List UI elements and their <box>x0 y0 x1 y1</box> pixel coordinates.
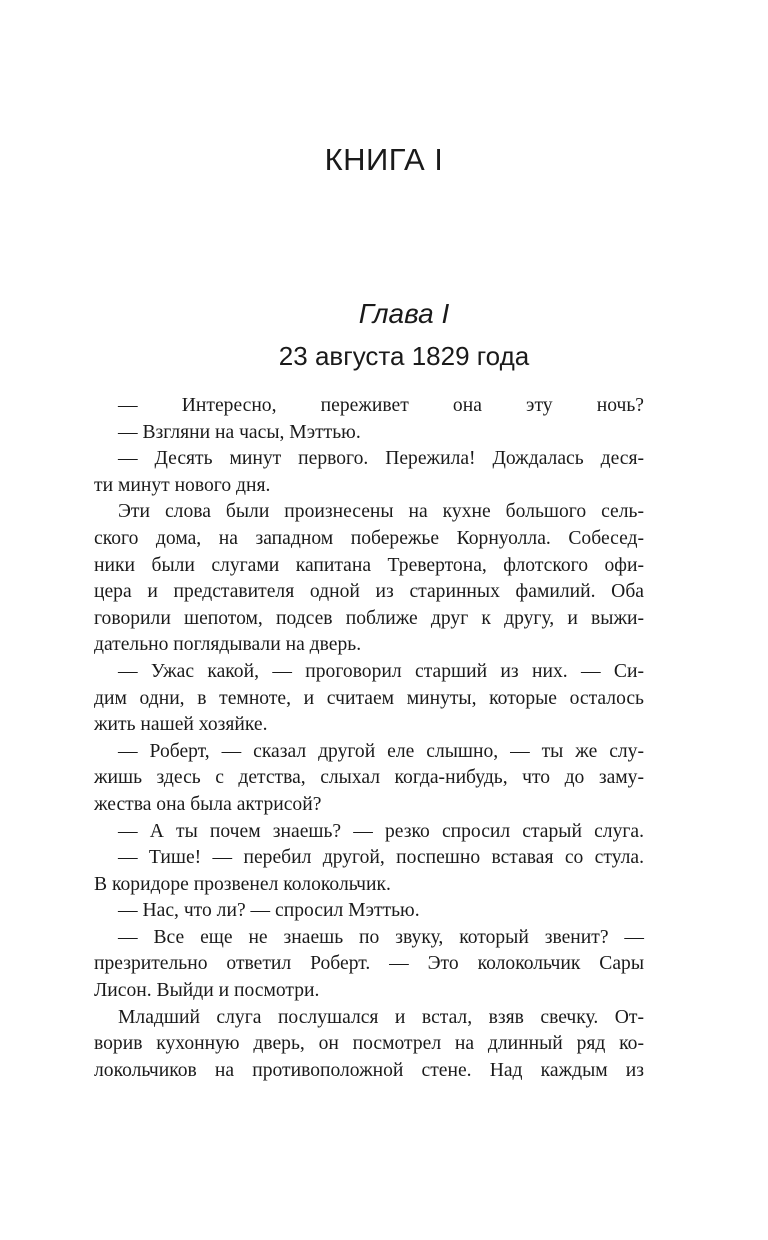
text-line: Младший слуга послушался и встал, взяв свечку. От- <box>118 1006 644 1028</box>
text-line: Эти слова были произнесены на кухне большого сель- <box>118 501 644 523</box>
text-line: — Интересно, переживет она эту ночь? <box>118 395 644 416</box>
text-line: В коридоре прозвенел колокольчик. <box>94 873 391 895</box>
text-line: говорили шепотом, подсев поближе друг к другу, и выжи- <box>94 607 644 629</box>
text-line: — Роберт, — сказал другой еле слышно, — ты же слу- <box>118 740 644 762</box>
text-line: ворив кухонную дверь, он посмотрел на длинный ряд ко- <box>94 1033 644 1055</box>
text-line: — А ты почем знаешь? — резко спросил старый слуга. <box>118 820 644 842</box>
text-line: дательно поглядывали на дверь. <box>94 634 362 656</box>
book-title: КНИГА I <box>324 142 444 177</box>
text-line: ти минут нового дня. <box>94 474 271 496</box>
text-line: — Нас, что ли? — спросил Мэттью. <box>118 900 420 922</box>
text-line: жить нашей хозяйке. <box>94 714 268 736</box>
chapter-date: 23 августа 1829 года <box>278 341 530 371</box>
text-line: локольчиков на противоположной стене. Над каждым из <box>94 1059 644 1081</box>
text-line: ского дома, на западном побережье Корнуолла. Собесед- <box>94 527 644 549</box>
text-line: цера и представителя одной из старинных фамилий. Оба <box>94 581 644 603</box>
text-line: жишь здесь с детства, слыхал когда-нибудь, что до заму- <box>94 767 644 789</box>
text-line: — Тише! — перебил другой, поспешно вставая со стула. <box>118 847 644 869</box>
text-line: — Взгляни на часы, Мэттью. <box>118 421 361 443</box>
text-line: — Ужас какой, — проговорил старший из них. — Си- <box>118 660 644 682</box>
text-line: — Десять минут первого. Пережила! Дождалась деся- <box>118 448 644 470</box>
text-line: жества она была актрисой? <box>94 793 322 815</box>
chapter-body-text <box>94 393 644 1084</box>
text-line: — Все еще не знаешь по звуку, который звенит? — <box>118 926 644 948</box>
text-line: ники были слугами капитана Тревертона, флотского офи- <box>94 554 644 576</box>
chapter-label: Глава I <box>358 298 450 329</box>
text-line: презрительно ответил Роберт. — Это колокольчик Сары <box>94 953 644 975</box>
text-line: Лисон. Выйди и посмотри. <box>94 980 320 1002</box>
text-line: дим одни, в темноте, и считаем минуты, которые осталось <box>94 687 644 709</box>
